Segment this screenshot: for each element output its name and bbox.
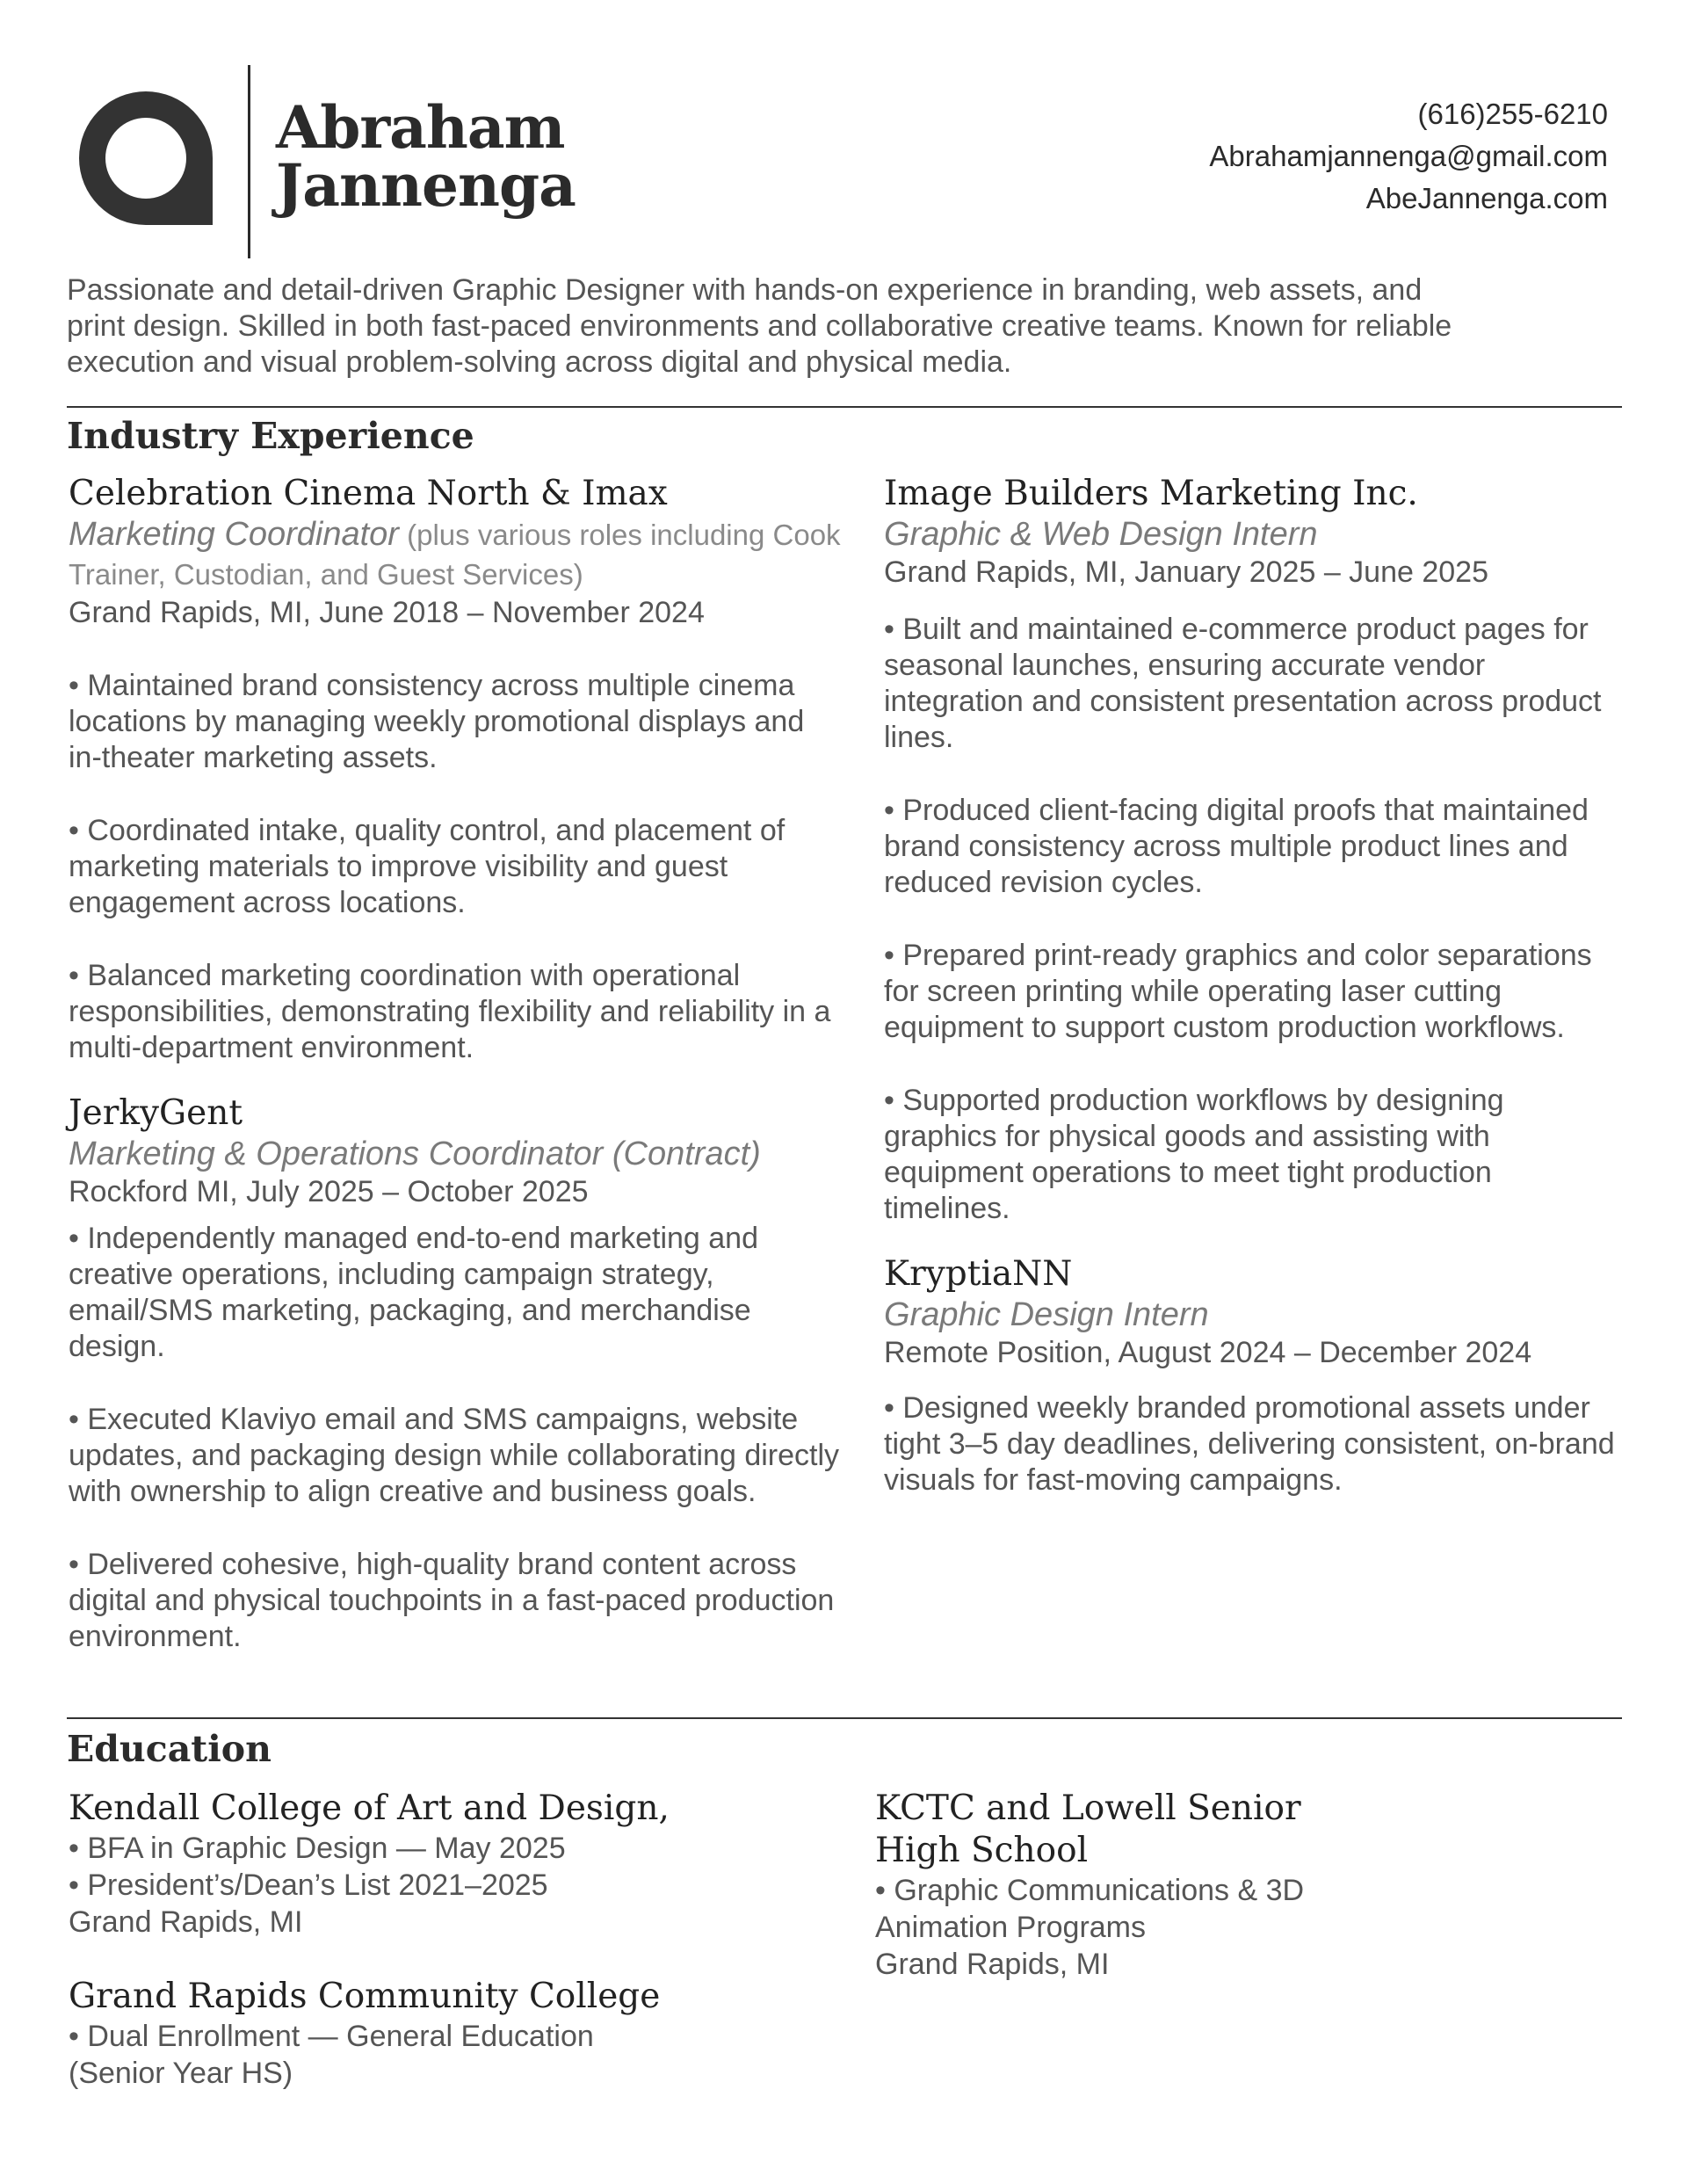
job-entry [884,473,1622,1227]
job-bullet: • Coordinated intake, quality control, and placement of marketing materials to improve visibility and guest engagement across locations. [69,814,786,919]
job-bullets [884,612,1622,1227]
school-name: KCTC and Lowell Senior High School [875,1789,1301,1870]
job-company: Image Builders Marketing Inc. [884,474,1418,513]
education-detail: Grand Rapids, MI [875,1948,1110,1981]
education-left-column [69,1788,842,2127]
job-bullet: • Balanced marketing coordination with operational responsibilities, demonstrating flexibility and reliability in a multi-department environment. [69,959,831,1064]
job-title-extra: (plus various roles including Cook Trainer, Custodian, and Guest Services) [69,519,841,591]
job-entry [884,1253,1622,1498]
job-bullet: • Independently managed end-to-end marketing and creative operations, including campaign strategy, email/SMS marketing, packaging, and merchandise design. [69,1222,759,1363]
job-entry [69,473,842,1066]
email-link[interactable]: Abrahamjannenga@gmail.com [1209,140,1608,172]
education-right-column [875,1788,1314,2018]
job-bullet: • Executed Klaviyo email and SMS campaigns, website updates, and packaging design while collaborating directly with ownership to align creative and business goals. [69,1403,840,1508]
education-detail: • Graphic Communications & 3D Animation Programs [875,1874,1305,1944]
job-title: Marketing Coordinator (plus various roles including Cook Trainer, Custodian, and Guest Services) [69,516,841,591]
job-bullet: • Produced client-facing digital proofs that maintained brand consistency across multiple product lines and reduced revision cycles. [884,794,1589,899]
job-bullets [884,1390,1622,1498]
job-meta: Grand Rapids, MI, June 2018 – November 2024 [69,596,705,629]
job-title: Marketing & Operations Coordinator (Contract) [69,1136,761,1172]
divider [67,406,1622,408]
job-company: KryptiaNN [884,1254,1073,1294]
job-company: Celebration Cinema North & Imax [69,474,668,513]
job-entry [69,1092,842,1655]
job-bullet: • Supported production workflows by designing graphics for physical goods and assisting with equipment operations to meet tight production timelines. [884,1084,1504,1225]
education-detail: • Dual Enrollment — General Education [69,2020,594,2053]
education-detail: (Senior Year HS) [69,2057,293,2090]
education-entry [875,1788,1314,1983]
job-bullet: • Designed weekly branded promotional assets under tight 3–5 day deadlines, delivering consistent, on-brand visuals for fast-moving campaigns. [884,1391,1615,1497]
summary-paragraph: Passionate and detail-driven Graphic Designer with hands-on experience in branding, web assets, and print design. Skilled in both fast-paced environments and collaborative creative teams. Known for reliable execution and visual problem-solving across digital and physical media. [67,273,1452,379]
job-meta: Rockford MI, July 2025 – October 2025 [69,1175,589,1208]
last-name: Jannenga [276,151,576,220]
education-section-title: Education [67,1728,272,1770]
education-detail: • BFA in Graphic Design — May 2025 [69,1832,566,1865]
school-name: Kendall College of Art and Design, [69,1789,670,1828]
job-bullets [69,1221,842,1655]
education-detail: • President’s/Dean’s List 2021–2025 [69,1868,548,1902]
job-bullets [69,668,842,1066]
first-name: Abraham [276,93,565,162]
education-detail: Grand Rapids, MI [69,1905,303,1939]
education-entry [69,1788,842,1941]
job-company: JerkyGent [69,1093,243,1133]
job-title: Graphic & Web Design Intern [884,516,1318,553]
job-bullet: • Prepared print-ready graphics and color separations for screen printing while operating laser cutting equipment to support custom production workflows. [884,939,1592,1044]
header-divider [248,65,250,258]
job-meta: Grand Rapids, MI, January 2025 – June 2025 [884,555,1488,589]
candidate-name [276,93,576,220]
website-link[interactable]: AbeJannenga.com [1365,182,1608,214]
education-entry [69,1976,842,2092]
experience-right-column [884,473,1622,1525]
job-title: Graphic Design Intern [884,1296,1209,1333]
job-bullet: • Delivered cohesive, high-quality brand content across digital and physical touchpoints in a fast-paced production environment. [69,1548,835,1653]
divider [67,1717,1622,1719]
experience-section-title: Industry Experience [67,415,474,457]
job-bullet: • Maintained brand consistency across multiple cinema locations by managing weekly promotional displays and in-theater marketing assets. [69,669,805,774]
job-meta: Remote Position, August 2024 – December 2024 [884,1336,1532,1369]
speech-bubble-logo-icon [67,79,225,237]
job-bullet: • Built and maintained e-commerce product pages for seasonal launches, ensuring accurate vendor integration and consistent presentation across product lines. [884,613,1602,754]
school-name: Grand Rapids Community College [69,1977,661,2016]
experience-left-column [69,473,842,1681]
phone-number[interactable]: (616)255-6210 [1417,98,1608,130]
contact-info [1209,93,1608,220]
